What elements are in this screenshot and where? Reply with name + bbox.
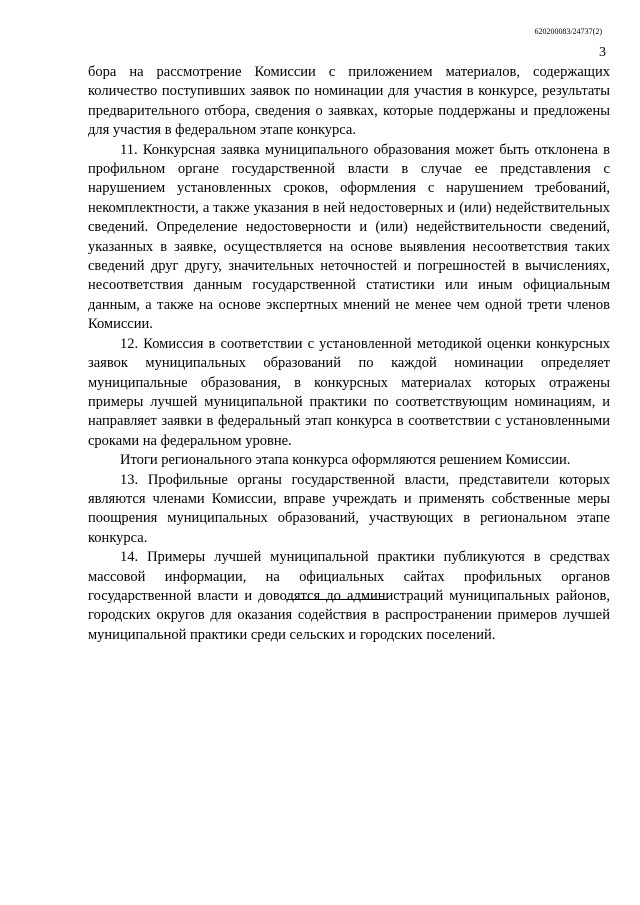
document-id: 620200083/24737(2) — [534, 27, 602, 36]
page-number: 3 — [599, 45, 606, 60]
paragraph-14: 14. Примеры лучшей муниципальной практики публикуются в средствах массовой информации, на официальных сайтах профильных органов государственной власти и доводятся до администраций муниципальных районов, городских округов для оказания содействия в распространении примеров лучшей муниципальной практики среди сельских и городских поселений. — [88, 549, 610, 643]
end-separator-line — [286, 599, 388, 600]
paragraph-continuation: бора на рассмотрение Комиссии с приложением материалов, содержащих количество поступивших заявок по номинации для участия в конкурсе, результаты предварительного отбора, сведения о заявках, которые поддержаны и предложены для участия в федеральном этапе конкурса. — [88, 64, 610, 139]
document-body — [88, 63, 610, 645]
paragraph-results: Итоги регионального этапа конкурса оформляются решением Комиссии. — [120, 452, 571, 469]
paragraph-13: 13. Профильные органы государственной власти, представители которых являются членами Комиссии, вправе учреждать и применять собственные меры поощрения муниципальных образований, участвующих в региональном этапе конкурса. — [88, 471, 610, 546]
paragraph-11: 11. Конкурсная заявка муниципального образования может быть отклонена в профильном органе государственной власти в случае ее представления с нарушением установленных сроков, оформления с нарушением требований, некомплектности, а также указания в ней недостоверных и (или) недействительных сведений. Определение недостоверности и (или) недействительности сведений, указанных в заявке, осуществляется на основе выявления несоответствия таких сведений друг другу, значительных неточностей и погрешностей в вычислениях, несоответствия данным государственной статистики или иным официальным данным, а также на основе экспертных мнений не менее чем одной трети членов Комиссии. — [88, 141, 610, 333]
paragraph-12: 12. Комиссия в соответствии с установленной методикой оценки конкурсных заявок муниципальных образований по каждой номинации определяет муниципальные образования, в конкурсных материалах которых отражены примеры лучшей муниципальной практики по соответствующим номинациям, и направляет заявки в федеральный этап конкурса в соответствии с установленными сроками на федеральном уровне. — [88, 335, 610, 449]
